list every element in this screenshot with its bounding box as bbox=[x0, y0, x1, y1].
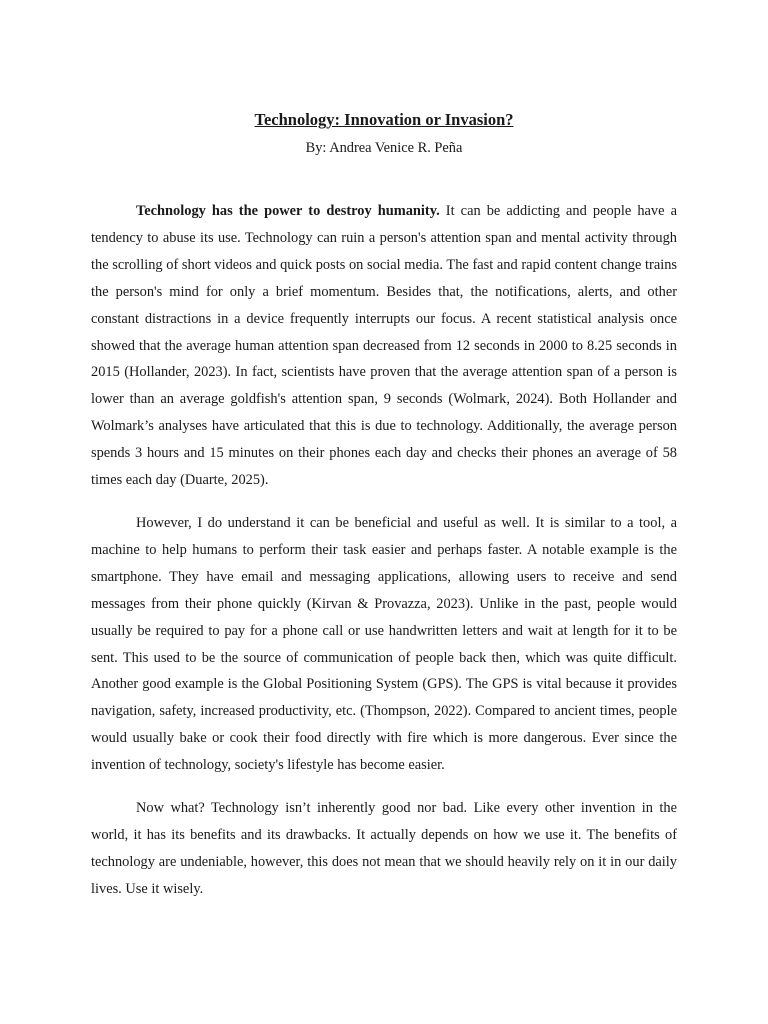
document-title: Technology: Innovation or Invasion? bbox=[254, 110, 514, 129]
paragraph-1-body: It can be addicting and people have a tendency to abuse its use. Technology can ruin a person's attention span and mental activity through the scrolling of short videos and quick posts on social media. The fast and rapid content change trains the person's mind for only a brief momentum. Besides that, the notifications, alerts, and other constant distractions in a device frequently interrupts our focus. A recent statistical analysis once showed that the average human attention span decreased from 12 seconds in 2000 to 8.25 seconds in 2015 (Hollander, 2023). In fact, scientists have proven that the average attention span of a person is lower than an average goldfish's attention span, 9 seconds (Wolmark, 2024). Both Hollander and Wolmark’s analyses have articulated that this is due to technology. Additionally, the average person spends 3 hours and 15 minutes on their phones each day and checks their phones an average of 58 times each day (Duarte, 2025). bbox=[91, 203, 677, 489]
paragraph-1 bbox=[91, 198, 677, 494]
paragraph-1-lead-sentence: Technology has the power to destroy humanity. bbox=[136, 203, 440, 219]
paragraph-3 bbox=[91, 795, 677, 903]
author-byline: By: Andrea Venice R. Peña bbox=[305, 140, 463, 156]
paragraph-3-body: Now what? Technology isn’t inherently good nor bad. Like every other invention in the world, it has its benefits and its drawbacks. It actually depends on how we use it. The benefits of technology are undeniable, however, this does not mean that we should heavily rely on it in our daily lives. Use it wisely. bbox=[91, 800, 677, 897]
paragraph-2 bbox=[91, 510, 677, 779]
paragraph-2-body: However, I do understand it can be beneficial and useful as well. It is similar to a tool, a machine to help humans to perform their task easier and perhaps faster. A notable example is the smartphone. They have email and messaging applications, allowing users to receive and send messages from their phone quickly (Kirvan & Provazza, 2023). Unlike in the past, people would usually be required to pay for a phone call or use handwritten letters and wait at length for it to be sent. This used to be the source of communication of people back then, which was quite difficult. Another good example is the Global Positioning System (GPS). The GPS is vital because it provides navigation, safety, increased productivity, etc. (Thompson, 2022). Compared to ancient times, people would usually bake or cook their food directly with fire which is more dangerous. Ever since the invention of technology, society's lifestyle has become easier. bbox=[91, 514, 677, 774]
document-page bbox=[91, 106, 677, 903]
